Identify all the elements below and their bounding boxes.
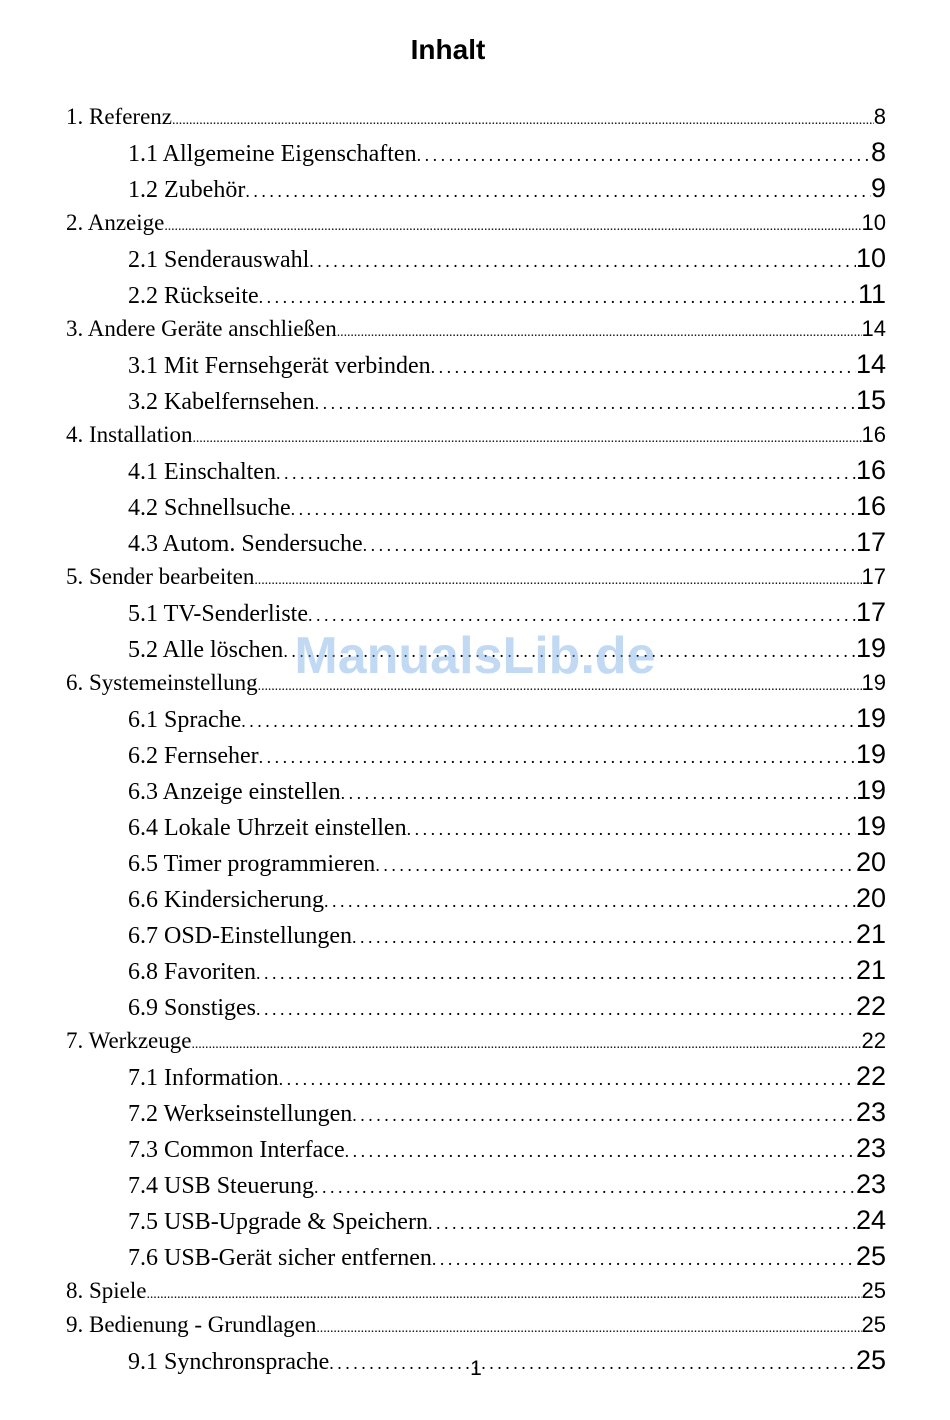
toc-dot-leader [241, 703, 856, 739]
toc-chapter-entry [66, 666, 886, 700]
toc-section-entry [66, 594, 886, 630]
toc-dot-leader [256, 991, 856, 1027]
toc-dot-leader [254, 564, 861, 598]
toc-entry-label: 7.4 USB Steuerung [128, 1173, 314, 1199]
toc-dot-leader [308, 597, 856, 633]
toc-entry-label: 7.6 USB-Gerät sicher entfernen [128, 1245, 432, 1271]
toc-entry-label: 7.2 Werkseinstellungen [128, 1101, 353, 1127]
toc-dot-leader [352, 919, 856, 955]
toc-entry-label: 1. Referenz [66, 104, 172, 129]
toc-entry-page: 25 [855, 1241, 886, 1271]
toc-entry-label: 6.7 OSD-Einstellungen [128, 923, 352, 949]
toc-entry-label: 6.5 Timer programmieren [128, 851, 376, 877]
toc-dot-leader [172, 104, 874, 138]
toc-entry-label: 8. Spiele [66, 1278, 147, 1303]
toc-chapter-entry [66, 312, 886, 346]
toc-dot-leader [314, 1169, 856, 1205]
toc-section-entry [66, 452, 886, 488]
toc-dot-leader [337, 316, 862, 350]
toc-entry-label: 6.4 Lokale Uhrzeit einstellen [128, 815, 407, 841]
toc-section-entry [66, 736, 886, 772]
toc-entry-label: 9.1 Synchronsprache [128, 1349, 330, 1375]
toc-section-entry [66, 1058, 886, 1094]
toc-section-entry [66, 952, 886, 988]
toc-section-entry [66, 134, 886, 170]
toc-entry-label: 4.3 Autom. Sendersuche [128, 531, 363, 557]
toc-dot-leader [259, 279, 858, 315]
toc-dot-leader [407, 811, 856, 847]
toc-entry-page: 25 [861, 1312, 886, 1337]
toc-dot-leader [279, 1061, 856, 1097]
toc-entry-page: 24 [855, 1205, 886, 1235]
toc-entry-page: 9 [870, 173, 886, 203]
toc-section-entry [66, 1202, 886, 1238]
toc-dot-leader [363, 527, 856, 563]
toc-entry-label: 2.1 Senderauswahl [128, 247, 310, 273]
toc-section-entry [66, 1130, 886, 1166]
toc-dot-leader [375, 847, 856, 883]
toc-dot-leader [324, 883, 856, 919]
toc-section-entry [66, 700, 886, 736]
toc-entry-page: 10 [861, 210, 886, 235]
toc-entry-label: 6. Systemeinstellung [66, 670, 258, 695]
toc-section-entry [66, 240, 886, 276]
toc-entry-page: 16 [855, 455, 886, 485]
toc-entry-page: 19 [861, 670, 886, 695]
toc-section-entry [66, 880, 886, 916]
toc-entry-label: 3.1 Mit Fernsehgerät verbinden [128, 353, 431, 379]
toc-entry-label: 6.9 Sonstiges [128, 995, 257, 1021]
toc-entry-label: 4.2 Schnellsuche [128, 495, 291, 521]
toc-chapter-entry [66, 560, 886, 594]
toc-section-entry [66, 844, 886, 880]
toc-entry-label: 6.3 Anzeige einstellen [128, 779, 341, 805]
toc-entry-label: 1.2 Zubehör [128, 177, 246, 203]
toc-chapter-entry [66, 100, 886, 134]
toc-entry-label: 2. Anzeige [66, 210, 165, 235]
toc-entry-page: 25 [861, 1278, 886, 1303]
toc-dot-leader [256, 955, 856, 991]
toc-entry-page: 16 [861, 422, 886, 447]
toc-entry-page: 22 [855, 991, 886, 1021]
toc-entry-label: 5. Sender bearbeiten [66, 564, 255, 589]
toc-entry-label: 7.1 Information [128, 1065, 279, 1091]
toc-entry-page: 19 [855, 775, 886, 805]
toc-entry-page: 8 [873, 104, 886, 129]
toc-entry-page: 19 [855, 633, 886, 663]
toc-entry-page: 8 [870, 137, 886, 167]
toc-entry-page: 19 [855, 811, 886, 841]
toc-section-entry [66, 916, 886, 952]
toc-dot-leader [431, 349, 856, 385]
toc-entry-label: 4.1 Einschalten [128, 459, 276, 485]
toc-entry-label: 7. Werkzeuge [66, 1028, 192, 1053]
toc-section-entry [66, 772, 886, 808]
toc-entry-page: 23 [855, 1169, 886, 1199]
toc-entry-page: 16 [855, 491, 886, 521]
toc-dot-leader [316, 1312, 861, 1346]
toc-dot-leader [276, 455, 856, 491]
table-of-contents [66, 100, 886, 1378]
toc-section-entry [66, 488, 886, 524]
toc-entry-label: 6.6 Kindersicherung [128, 887, 324, 913]
toc-entry-page: 11 [857, 279, 886, 309]
toc-dot-leader [341, 775, 856, 811]
toc-entry-page: 23 [855, 1097, 886, 1127]
toc-dot-leader [345, 1133, 856, 1169]
toc-entry-label: 6.8 Favoriten [128, 959, 256, 985]
toc-dot-leader [259, 739, 856, 775]
toc-section-entry [66, 630, 886, 666]
toc-dot-leader [432, 1241, 856, 1277]
toc-entry-label: 2.2 Rückseite [128, 283, 259, 309]
toc-entry-label: 7.3 Common Interface [128, 1137, 345, 1163]
toc-dot-leader [283, 633, 856, 669]
toc-section-entry [66, 1238, 886, 1274]
toc-entry-label: 4. Installation [66, 422, 193, 447]
toc-chapter-entry [66, 418, 886, 452]
toc-entry-page: 23 [855, 1133, 886, 1163]
toc-chapter-entry [66, 1024, 886, 1058]
toc-section-entry [66, 808, 886, 844]
page-number: 1 [470, 1357, 482, 1380]
toc-entry-label: 9. Bedienung - Grundlagen [66, 1312, 317, 1337]
toc-entry-page: 14 [861, 316, 886, 341]
toc-dot-leader [258, 670, 862, 704]
toc-entry-page: 22 [855, 1061, 886, 1091]
toc-entry-label: 3.2 Kabelfernsehen [128, 389, 315, 415]
toc-dot-leader [164, 210, 861, 244]
toc-entry-label: 7.5 USB-Upgrade & Speichern [128, 1209, 428, 1235]
toc-chapter-entry [66, 1274, 886, 1308]
toc-entry-page: 17 [855, 527, 886, 557]
toc-section-entry [66, 988, 886, 1024]
toc-section-entry [66, 524, 886, 560]
toc-section-entry [66, 1166, 886, 1202]
toc-entry-label: 5.1 TV-Senderliste [128, 601, 308, 627]
toc-entry-label: 6.1 Sprache [128, 707, 242, 733]
toc-chapter-entry [66, 206, 886, 240]
toc-dot-leader [291, 491, 856, 527]
toc-entry-page: 20 [855, 847, 886, 877]
toc-section-entry [66, 1094, 886, 1130]
toc-entry-page: 21 [855, 955, 886, 985]
toc-entry-page: 21 [855, 919, 886, 949]
toc-entry-label: 1.1 Allgemeine Eigenschaften [128, 141, 417, 167]
toc-entry-label: 3. Andere Geräte anschließen [66, 316, 337, 341]
toc-dot-leader [417, 137, 871, 173]
toc-entry-page: 25 [855, 1345, 886, 1375]
toc-entry-page: 10 [855, 243, 886, 273]
toc-dot-leader [191, 1028, 861, 1062]
toc-chapter-entry [66, 1308, 886, 1342]
toc-dot-leader [192, 422, 861, 456]
toc-entry-page: 17 [855, 597, 886, 627]
watermark: ManualsLib.de [294, 627, 656, 685]
toc-dot-leader [309, 243, 856, 279]
toc-entry-page: 20 [855, 883, 886, 913]
toc-dot-leader [147, 1278, 862, 1312]
toc-entry-page: 22 [861, 1028, 886, 1053]
toc-dot-leader [315, 385, 856, 421]
toc-section-entry [66, 382, 886, 418]
toc-dot-leader [245, 173, 871, 209]
toc-entry-page: 14 [855, 349, 886, 379]
toc-section-entry [66, 170, 886, 206]
toc-dot-leader [352, 1097, 856, 1133]
toc-section-entry [66, 346, 886, 382]
toc-section-entry [66, 276, 886, 312]
toc-entry-page: 19 [855, 703, 886, 733]
toc-entry-page: 19 [855, 739, 886, 769]
toc-entry-label: 6.2 Fernseher [128, 743, 259, 769]
toc-entry-label: 5.2 Alle löschen [128, 637, 284, 663]
page-title: Inhalt [410, 34, 486, 65]
toc-entry-page: 15 [855, 385, 886, 415]
toc-dot-leader [428, 1205, 856, 1241]
toc-entry-page: 17 [861, 564, 886, 589]
